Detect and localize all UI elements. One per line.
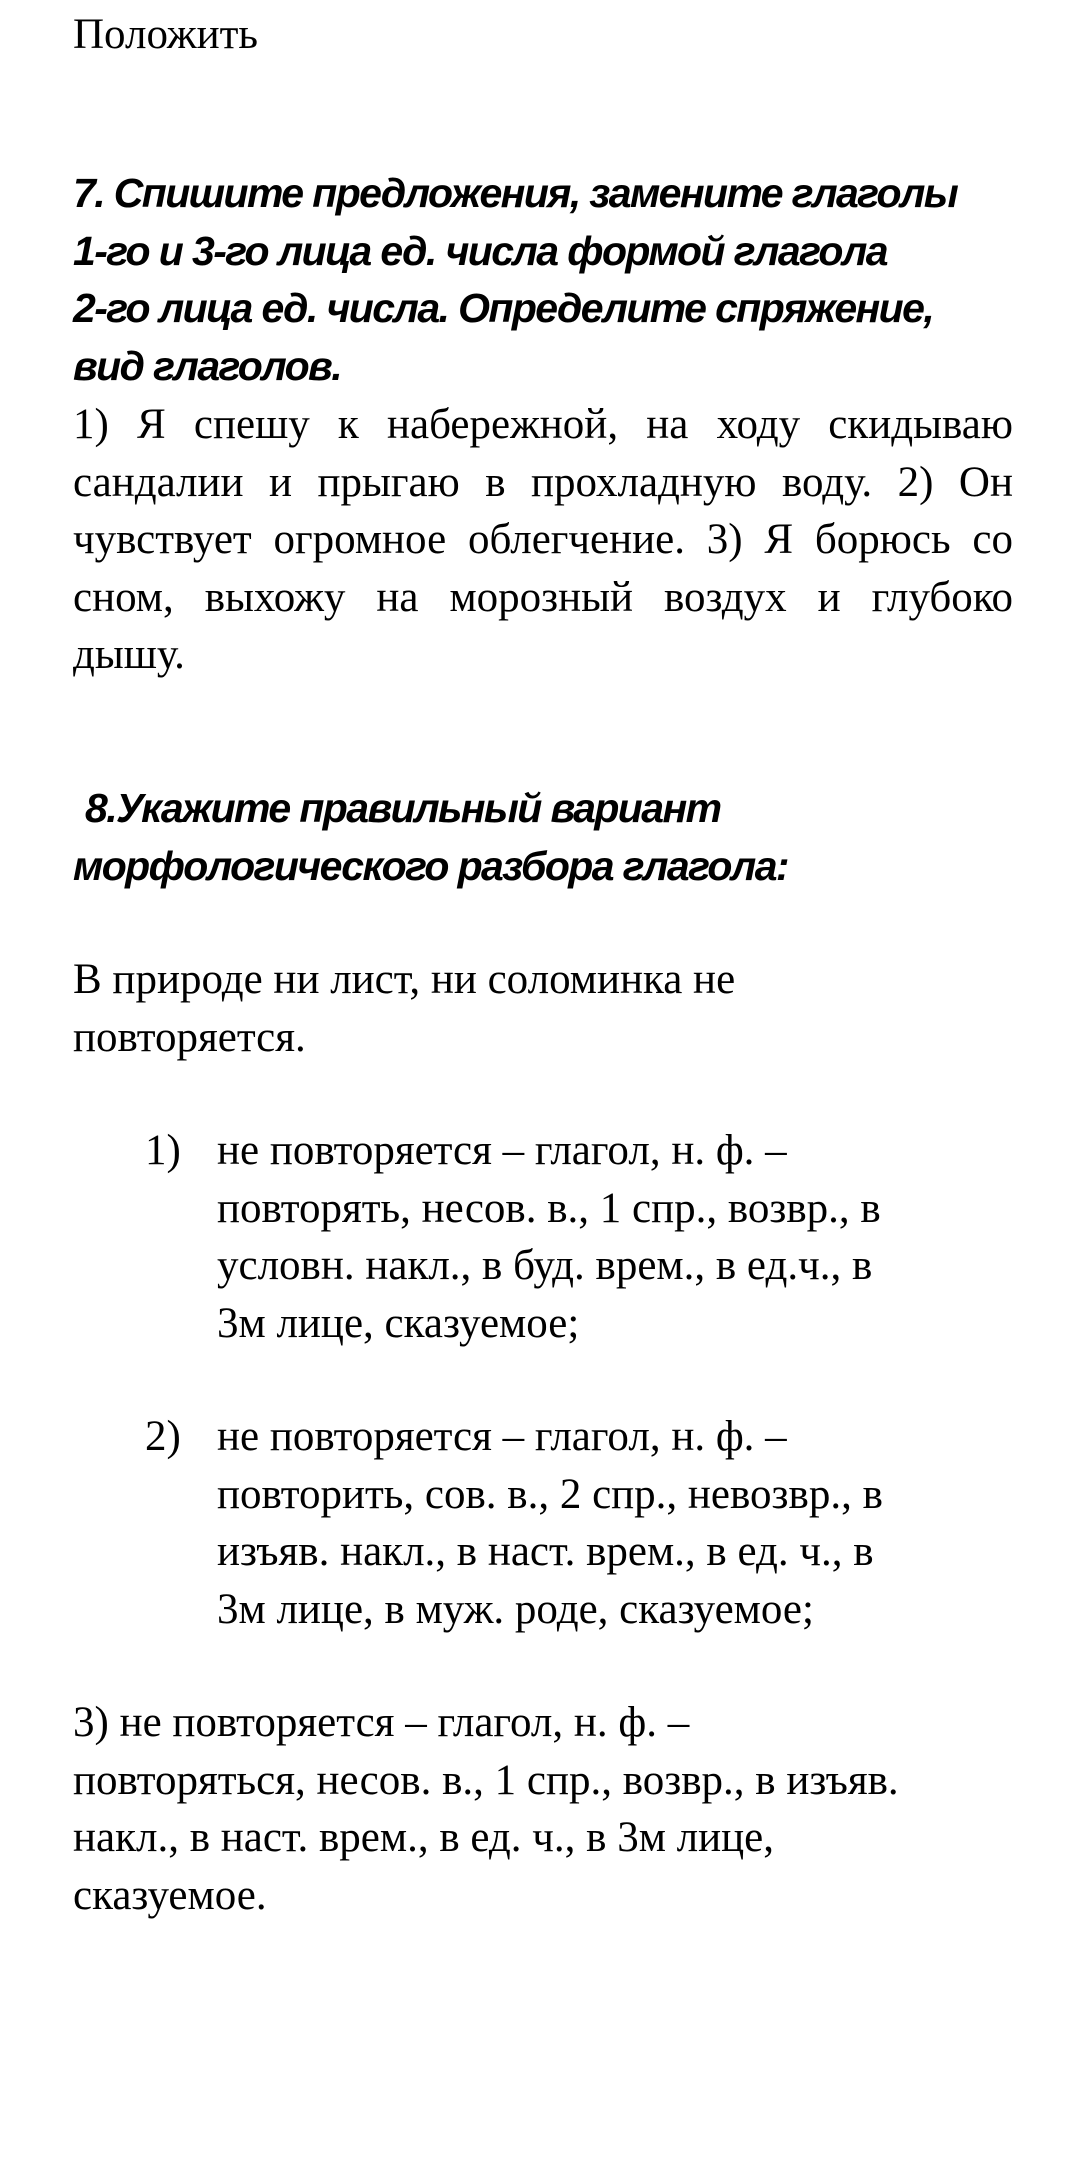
answer-option-3 xyxy=(73,1694,1013,1924)
option-marker: 2) xyxy=(145,1413,181,1460)
task-7-heading-line: 7. Спишите предложения, замените глаголы xyxy=(73,170,958,216)
option-line: сказуемое. xyxy=(73,1871,267,1919)
sentence-line: повторяется. xyxy=(73,1013,306,1061)
option-line: 3м лице, в муж. роде, сказуемое; xyxy=(217,1585,814,1633)
task-7-heading-line: 2-го лица ед. числа. Определите спряжение, xyxy=(73,285,934,331)
task-8-heading-line: 8.Укажите правильный вариант xyxy=(85,785,721,831)
option-line: не повторяется – глагол, н. ф. – xyxy=(217,1127,787,1174)
task-7-heading-line: 1-го и 3-го лица ед. числа формой глагола xyxy=(73,227,887,274)
option-line: условн. накл., в буд. врем., в ед.ч., в xyxy=(217,1242,873,1289)
option-text xyxy=(217,1408,1037,1638)
option-line: накл., в наст. врем., в ед. ч., в 3м лице, xyxy=(73,1814,774,1861)
option-line: не повторяется – глагол, н. ф. – xyxy=(217,1413,787,1460)
task-7-heading xyxy=(73,165,1033,395)
option-line: повторить, сов. в., 2 спр., невозвр., в xyxy=(217,1470,883,1518)
option-line: изъяв. накл., в наст. врем., в ед. ч., в xyxy=(217,1528,874,1575)
task-7-heading-line: вид глаголов. xyxy=(73,342,342,389)
task-8-sentence xyxy=(73,951,1013,1066)
option-line xyxy=(73,1694,1013,1752)
sentence-line: В природе ни лист, ни соломинка не xyxy=(73,956,736,1003)
task-8-heading xyxy=(73,780,1033,895)
option-line: повторять, несов. в., 1 спр., возвр., в xyxy=(217,1184,881,1232)
task-8-heading-line: морфологического разбора глагола: xyxy=(73,842,788,889)
option-line: 3м лице, сказуемое; xyxy=(217,1299,580,1347)
option-marker: 3) xyxy=(73,1699,109,1746)
option-line-text: не повторяется – глагол, н. ф. – xyxy=(119,1699,690,1746)
top-fragment-word: Положить xyxy=(73,11,258,58)
task-7-text: 1) Я спешу к набережной, на ходу скидываю сандалии и прыгаю в прохладную воду. 2) Он чувствует огромное облегчение. 3) Я борюсь со сном, выхожу на морозный воздух и глубоко дышу. xyxy=(73,401,1013,678)
option-marker: 1) xyxy=(145,1127,181,1174)
option-line: повторяться, несов. в., 1 спр., возвр., в изъяв. xyxy=(73,1756,899,1804)
option-text xyxy=(217,1122,1037,1352)
